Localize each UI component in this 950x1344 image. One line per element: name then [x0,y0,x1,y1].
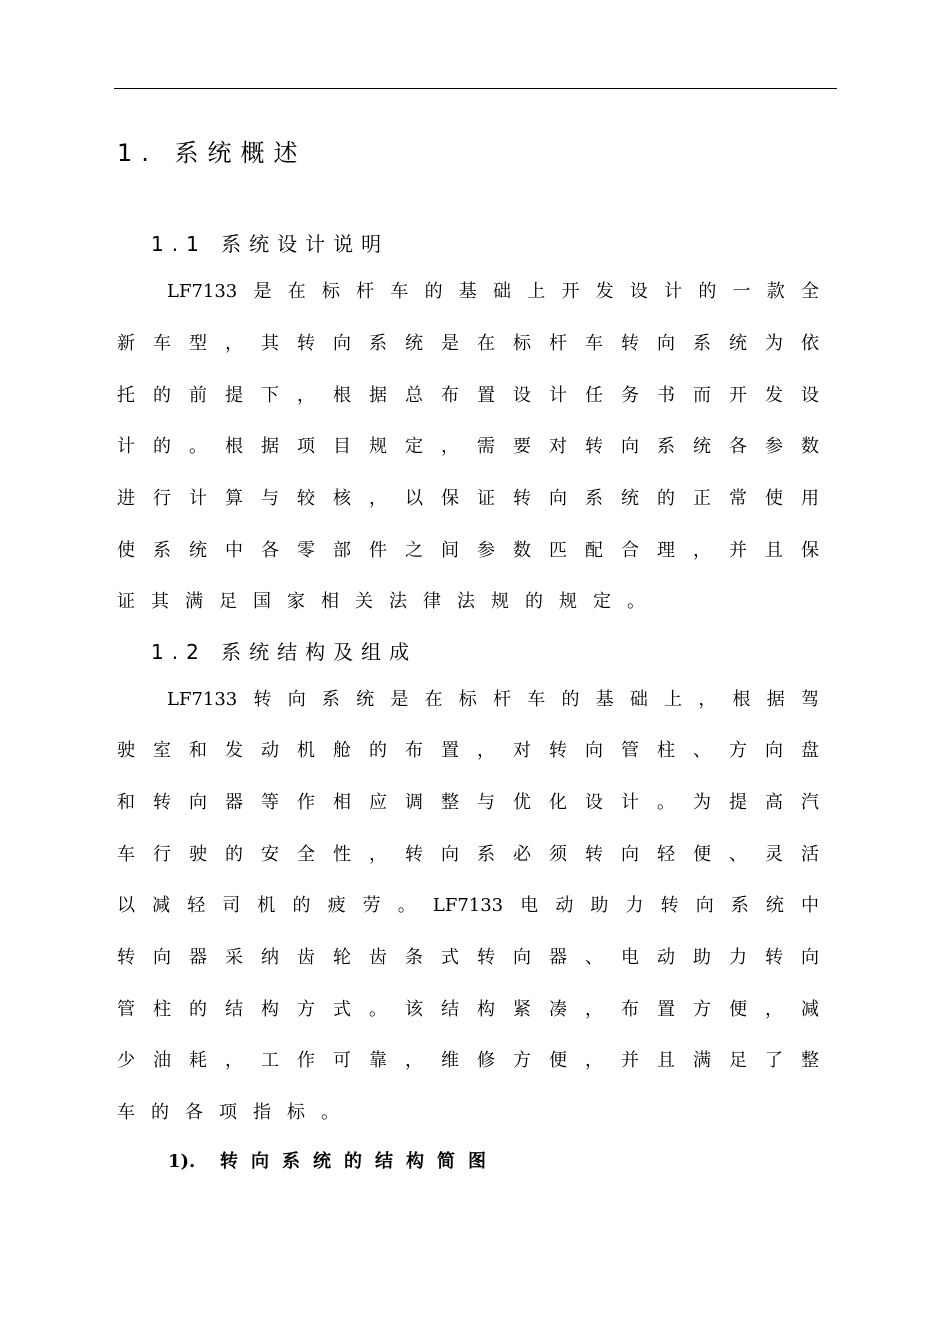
section-1-2-line-8: 少油耗，工作可靠，维修方便，并且满足了整 [117,1050,819,1071]
section-1-1-line-7: 证其满足国家相关法律法规的规定。 [117,591,661,612]
section-1-2-line-5: 以减轻司机的疲劳。LF7133电动助力转向系统中 [117,895,819,916]
section-1-1-line-1: LF7133是在标杆车的基础上开发设计的一款全 [167,281,819,302]
section-1-1-line-5: 进行计算与较核，以保证转向系统的正常使用 [117,488,819,509]
section-1-2-line-2: 驶室和发动机舱的布置，对转向管柱、方向盘 [117,740,819,761]
section-1-2-line-7: 管柱的结构方式。该结构紧凑，布置方便，减 [117,999,819,1020]
section-1-2-line-1: LF7133转向系统是在标杆车的基础上，根据驾 [167,689,819,710]
section-1-2-title: 1.2 系统结构及组成 [151,640,418,664]
chapter-heading: 1. 系统概述 [117,139,307,167]
section-1-2-line-4: 车行驶的安全性，转向系必须转向轻便、灵活 [117,844,819,865]
section-1-2-line-9: 车的各项指标。 [117,1102,355,1123]
header-rule [114,88,837,89]
section-1-1-title: 1.1 系统设计说明 [151,232,390,256]
section-1-1-line-4: 计的。根据项目规定，需要对转向系统各参数 [117,436,819,457]
section-1-2-line-6: 转向器采纳齿轮齿条式转向器、电动助力转向 [117,947,819,968]
figure-subheading-text: 转向系统的结构简图 [220,1151,499,1172]
figure-subheading-number: 1). [168,1151,196,1172]
figure-subheading [168,1147,499,1173]
section-1-1-line-3: 托的前提下，根据总布置设计任务书而开发设 [117,385,819,406]
section-1-1-line-2: 新车型，其转向系统是在标杆车转向系统为依 [117,333,819,354]
section-1-2-line-3: 和转向器等作相应调整与优化设计。为提高汽 [117,792,819,813]
section-1-1-line-6: 使系统中各零部件之间参数匹配合理，并且保 [117,540,819,561]
